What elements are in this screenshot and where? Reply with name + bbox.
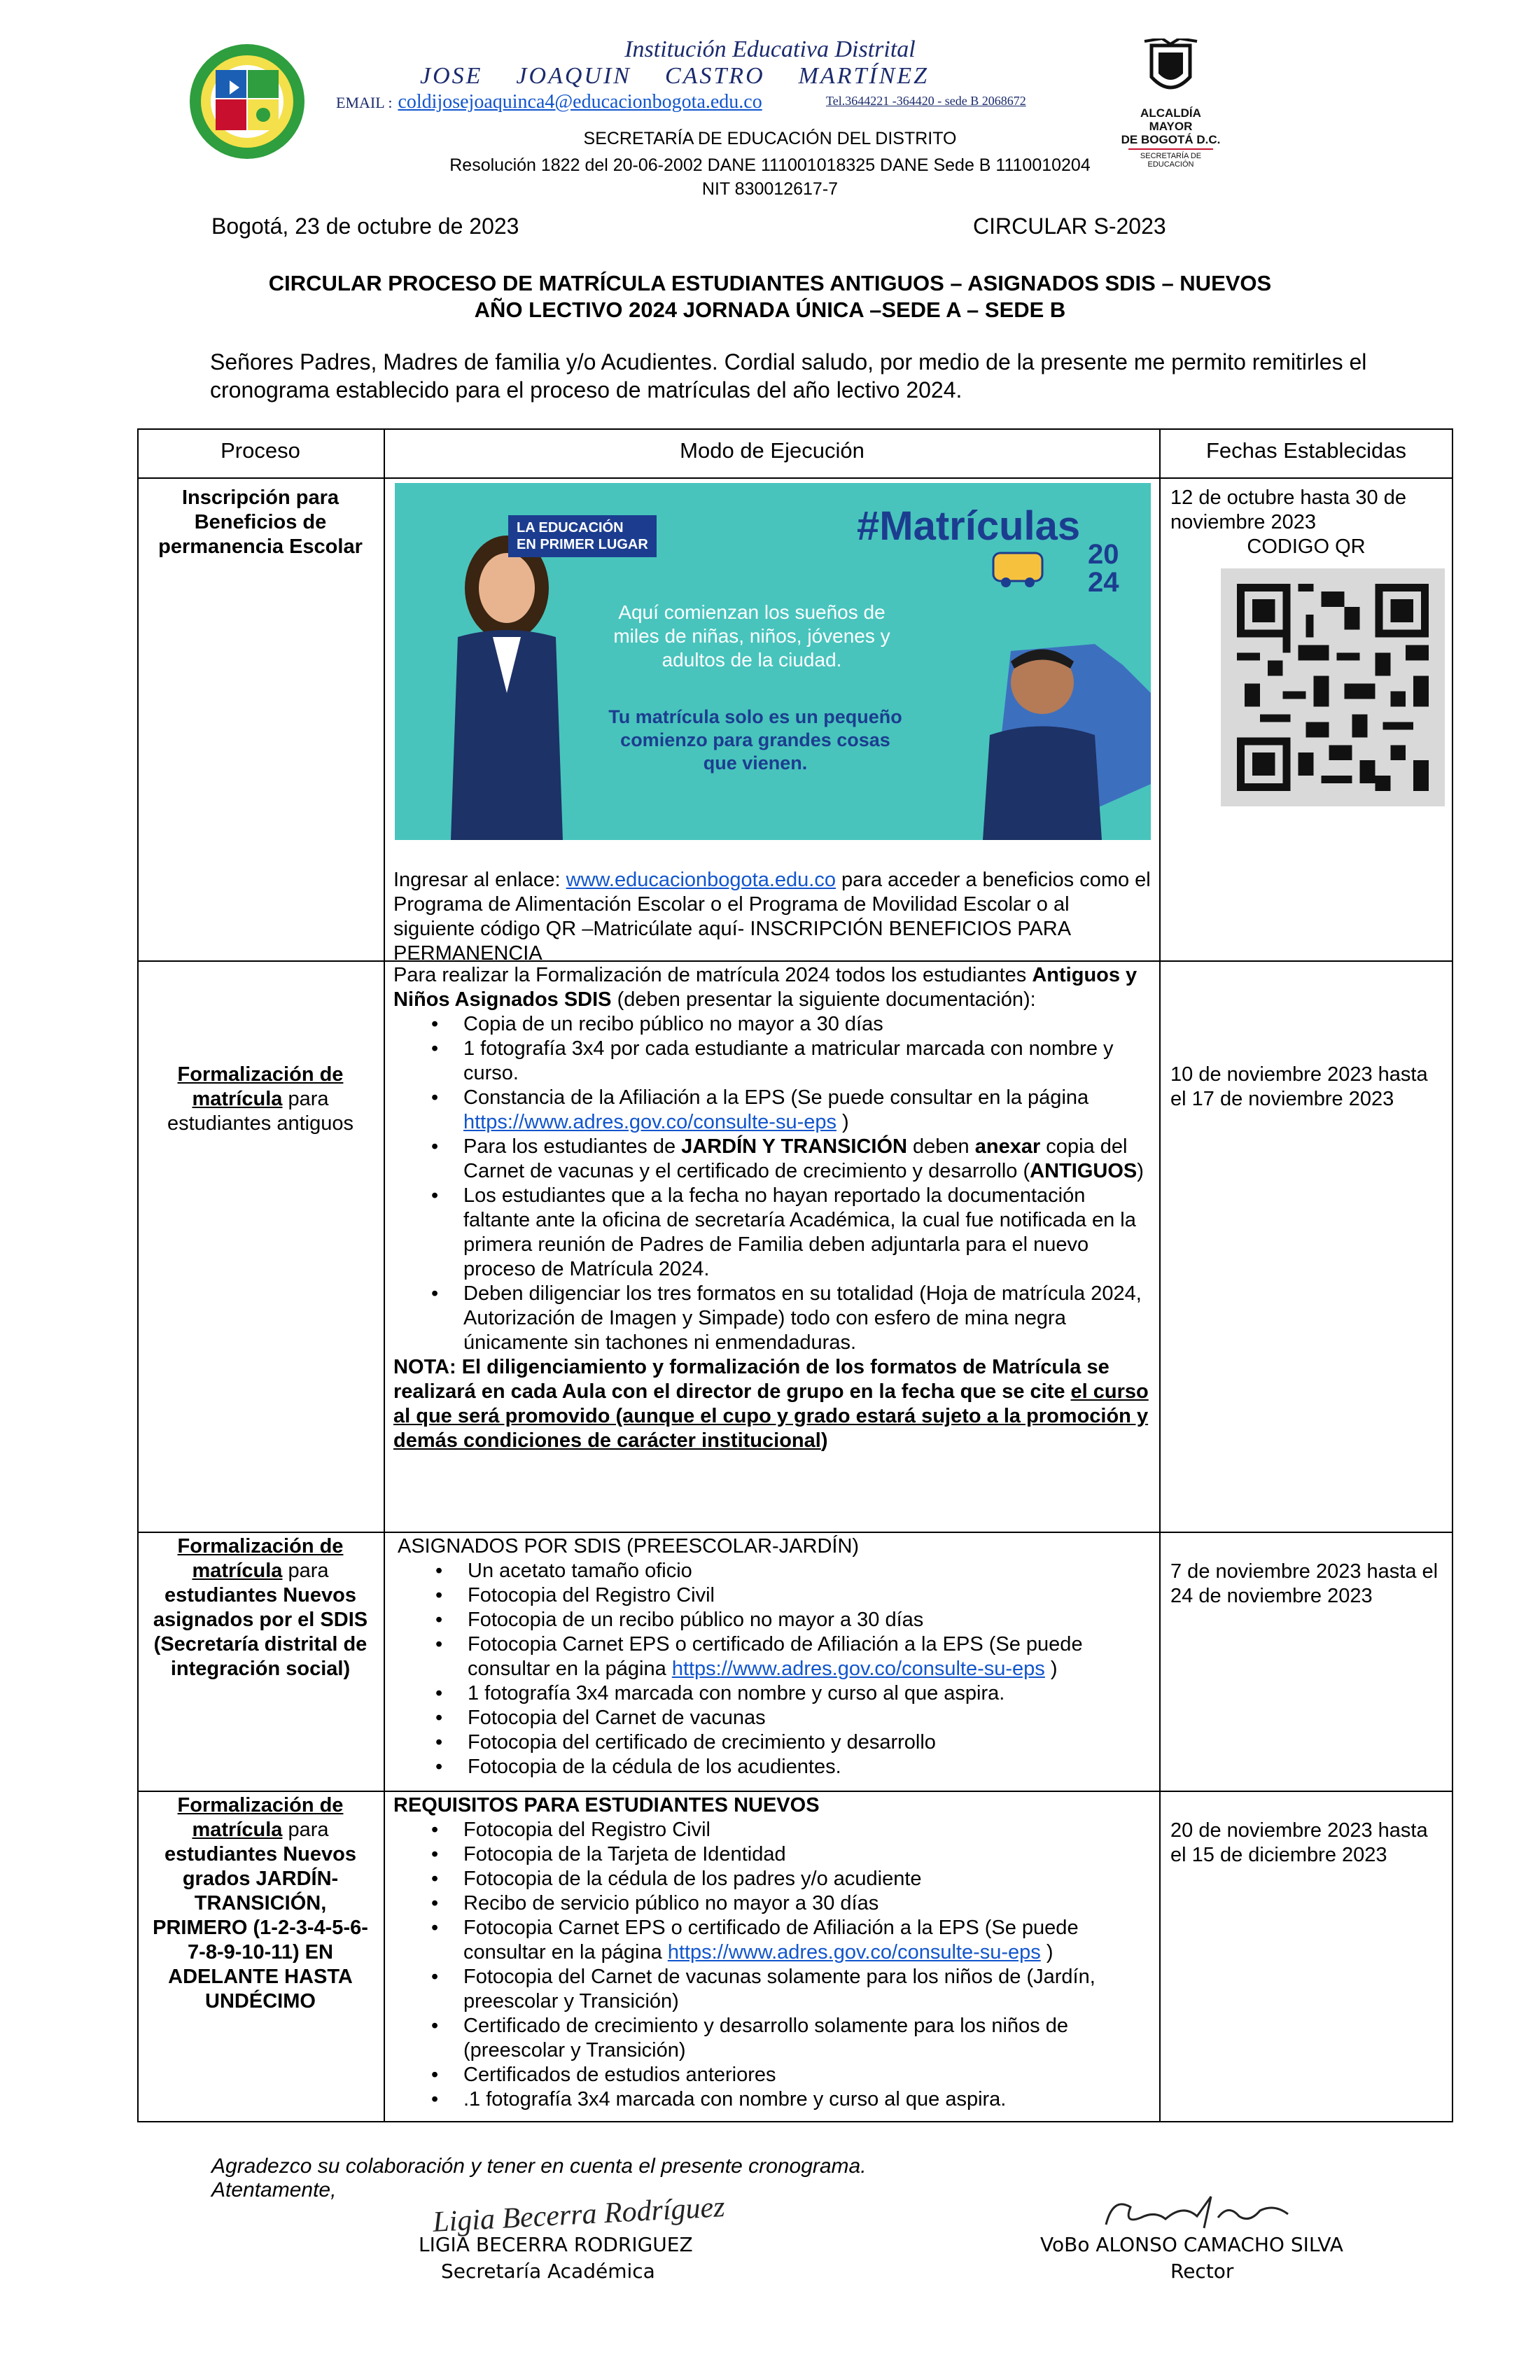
signature-ligia: Ligia Becerra Rodríguez [432, 2191, 726, 2239]
banner-hashtag: #Matrículas [857, 503, 1081, 549]
row2-process [147, 1063, 374, 1136]
row1-text-suffix: para acceder a beneficios como el Programa de Alimentación Escolar o el Programa de Movilidad Escolar o al siguiente código QR –Matricúlate aquí- INSCRIPCIÓN BENEFICIOS PARA PERMANENCIA [393, 869, 1151, 965]
list-item: • Fotocopia de la Tarjeta de Identidad [463, 1842, 1154, 1867]
list-item: • Copia de un recibo público no mayor a 30 días [463, 1012, 1154, 1037]
row1-process: Inscripción para Beneficios de permanencia Escolar [158, 486, 363, 558]
name-part: CASTRO [664, 63, 765, 89]
row2-dates: 10 de noviembre 2023 hasta el 17 de noviembre 2023 [1170, 1063, 1428, 1110]
row1-text-prefix: Ingresar al enlace: [393, 869, 566, 891]
row4-process [147, 1793, 374, 2014]
qr-label: CODIGO QR [1247, 536, 1366, 558]
list-item: • 1 fotografía 3x4 por cada estudiante a matricular marcada con nombre y curso. [463, 1037, 1154, 1086]
note-b: el curso al que será promovido (aunque el cupo y grado estará sujeto a la promoción y demás condiciones de carácter institucional [393, 1380, 1149, 1452]
qr-code[interactable] [1221, 568, 1445, 806]
name-part: MARTÍNEZ [798, 63, 930, 89]
bogota-logo [1120, 38, 1222, 169]
bullet3-end: ) [836, 1111, 849, 1133]
email-line [336, 91, 762, 113]
letter-title-line2: AÑO LECTIVO 2024 JORNADA ÚNICA –SEDE A – SEDE B [474, 298, 1066, 322]
list-item: • Fotocopia de la cédula de los acudientes. [468, 1755, 1154, 1779]
header-proceso: Proceso [220, 438, 300, 463]
educacion-link[interactable]: www.educacionbogota.edu.co [566, 869, 836, 891]
sig1-role: Secretaría Académica [441, 2260, 655, 2283]
secretaria-line: SECRETARÍA DE EDUCACIÓN DEL DISTRITO [583, 129, 957, 148]
row3-process [147, 1534, 374, 1681]
banner-year-bottom: 24 [1088, 567, 1119, 598]
list-item: • Fotocopia del Carnet de vacunas solamente para los niños de (Jardín, preescolar y Transición) [463, 1965, 1154, 2014]
list-item: • Fotocopia del Carnet de vacunas [468, 1706, 1154, 1730]
note-a: NOTA: El diligenciamiento y formalización de los formatos de Matrícula se realizará en cada Aula con el director de grupo en la fecha que se cite [393, 1356, 1110, 1403]
adres-link[interactable]: https://www.adres.gov.co/consulte-su-eps [671, 1658, 1045, 1680]
list-item: • Fotocopia de la cédula de los padres y/o acudiente [463, 1867, 1154, 1891]
row2-bullets [393, 1012, 1154, 1355]
name-part: JOAQUIN [516, 63, 631, 89]
row3-bullets [398, 1559, 1154, 1779]
row4-bullets [393, 1818, 1154, 2112]
bullet4-f: ANTIGUOS [1030, 1160, 1138, 1182]
sig2-role: Rector [1170, 2260, 1234, 2283]
list-item [463, 1135, 1154, 1184]
bogota-logo-line: SECRETARÍA DE EDUCACIÓN [1140, 152, 1202, 169]
bullet4-d: anexar [974, 1135, 1041, 1158]
email-link[interactable]: coldijosejoaquinca4@educacionbogota.edu.co [398, 91, 762, 113]
row3-process-underlined: Formalización de matrícula [177, 1535, 344, 1582]
letter-intro: Señores Padres, Madres de familia y/o Acudientes. Cordial saludo, por medio de la presente me permito remitirles el cronograma establecido para el proceso de matrículas del año lectivo 2024. [210, 349, 1367, 402]
row2-content [393, 963, 1154, 1453]
list-item [463, 1086, 1154, 1135]
list-item: • Certificado de crecimiento y desarrollo solamente para los niños de (preescolar y Transición) [463, 2014, 1154, 2063]
row1-dates: 12 de octubre hasta 30 de noviembre 2023 [1170, 486, 1406, 533]
row3-process-bold: estudiantes Nuevos asignados por el SDIS (Secretaría distrital de integración social) [153, 1584, 368, 1680]
note-c: ) [820, 1429, 828, 1452]
list-item: • Deben diligenciar los tres formatos en su totalidad (Hoja de matrícula 2024, Autorización de Imagen y Simpade) todo con esfero de mina negra únicamente sin tachones ni enmendaduras. [463, 1282, 1154, 1355]
name-part: JOSE [420, 63, 483, 89]
closing-regards: Atentamente, [211, 2178, 337, 2202]
banner-tag-line: LA EDUCACIÓN [517, 520, 624, 536]
row1-text [393, 868, 1154, 966]
nit-line: NIT 830012617-7 [701, 179, 839, 199]
row4-dates: 20 de noviembre 2023 hasta el 15 de diciembre 2023 [1170, 1819, 1428, 1866]
bogota-logo-line: DE BOGOTÁ D.C. [1121, 133, 1221, 146]
coat-of-arms-icon [1120, 38, 1222, 103]
banner-tag-line: EN PRIMER LUGAR [517, 537, 648, 552]
letter-date: Bogotá, 23 de octubre de 2023 [211, 214, 519, 239]
phone-line: Tel.3644221 -364420 - sede B 2068672 [826, 94, 1026, 108]
row4-process-rest: para [282, 1819, 329, 1841]
list-item: • 1 fotografía 3x4 marcada con nombre y curso al que aspira. [468, 1681, 1154, 1706]
row3-heading: ASIGNADOS POR SDIS (PREESCOLAR-JARDÍN) [398, 1535, 860, 1558]
banner-year-top: 20 [1088, 539, 1119, 570]
banner-main-text: Aquí comienzan los sueños de miles de niñas, niños, jóvenes y adultos de la ciudad. [613, 601, 890, 671]
matriculas-banner [395, 483, 1151, 840]
bullet4-b: JARDÍN Y TRANSICIÓN [681, 1135, 907, 1158]
closing-thanks: Agradezco su colaboración y tener en cuenta el presente cronograma. [211, 2155, 867, 2178]
bullet4-c: deben [906, 1135, 975, 1158]
row2-intro-b: Antiguos y Niños Asignados SDIS [393, 964, 1138, 1011]
email-label: EMAIL : [336, 94, 393, 111]
eps-end: ) [1044, 1658, 1058, 1680]
row4-heading: REQUISITOS PARA ESTUDIANTES NUEVOS [393, 1794, 820, 1816]
list-item [463, 1916, 1154, 1965]
list-item: • Fotocopia del certificado de crecimiento y desarrollo [468, 1730, 1154, 1755]
bullet4-e: copia del Carnet de vacunas y el certificado de crecimiento y desarrollo ( [463, 1135, 1128, 1182]
row3-process-rest: para [282, 1560, 329, 1582]
bullet3-text: Constancia de la Afiliación a la EPS (Se puede consultar en la página [463, 1086, 1089, 1109]
row4-content [393, 1793, 1154, 2112]
eps-text: Fotocopia Carnet EPS o certificado de Afiliación a la EPS (Se puede consultar en la página [468, 1633, 1083, 1680]
sig2-name: VoBo ALONSO CAMACHO SILVA [1040, 2233, 1343, 2256]
institution-type: Institución Educativa Distrital [624, 36, 916, 62]
row2-intro-c: (deben presentar la siguiente documentación): [611, 988, 1036, 1011]
eps-end: ) [1040, 1941, 1054, 1963]
list-item: • Fotocopia del Registro Civil [463, 1818, 1154, 1842]
list-item: • .1 fotografía 3x4 marcada con nombre y curso al que aspira. [463, 2087, 1154, 2112]
circular-number: CIRCULAR S-2023 [973, 214, 1166, 239]
qr-code-icon [1221, 568, 1445, 806]
adres-link[interactable]: https://www.adres.gov.co/consulte-su-eps [463, 1111, 836, 1133]
list-item: • Un acetato tamaño oficio [468, 1559, 1154, 1583]
sig1-name: LIGIA BECERRA RODRIGUEZ [419, 2233, 693, 2256]
eps-text: Fotocopia Carnet EPS o certificado de Afiliación a la EPS (Se puede consultar en la página [463, 1917, 1079, 1963]
row2-process-underlined: Formalización de matrícula [177, 1063, 344, 1110]
institution-name [420, 63, 962, 90]
list-item: • Fotocopia de un recibo público no mayor a 30 días [468, 1608, 1154, 1632]
bullet4-a: Para los estudiantes de [463, 1135, 682, 1158]
row2-intro [393, 963, 1154, 1012]
banner-year [1088, 540, 1119, 596]
list-item: • Los estudiantes que a la fecha no hayan reportado la documentación faltante ante la oficina de secretaría Académica, la cual fue notificada en la primera reunión de Padres de Familia deben adjuntarla para el nuevo proceso de Matrícula 2024. [463, 1184, 1154, 1282]
signature-alonso [1099, 2190, 1309, 2239]
row4-process-bold: estudiantes Nuevos grados JARDÍN-TRANSICIÓN, PRIMERO (1-2-3-4-5-6-7-8-9-10-11) EN ADELANTE HASTA UNDÉCIMO [153, 1843, 368, 2012]
list-item: • Certificados de estudios anteriores [463, 2063, 1154, 2087]
list-item: • Recibo de servicio público no mayor a 30 días [463, 1891, 1154, 1916]
banner-tag [508, 515, 657, 557]
row2-note [393, 1355, 1154, 1453]
row3-dates: 7 de noviembre 2023 hasta el 24 de noviembre 2023 [1170, 1560, 1438, 1607]
list-item: • Fotocopia del Registro Civil [468, 1583, 1154, 1608]
header-modo: Modo de Ejecución [680, 438, 864, 463]
list-item [468, 1632, 1154, 1681]
header-fechas: Fechas Establecidas [1205, 438, 1407, 463]
banner-sub-text: Tu matrícula solo es un pequeño comienzo para grandes cosas que vienen. [608, 706, 902, 774]
row2-process-rest: para estudiantes antiguos [167, 1088, 354, 1135]
bogota-logo-line: ALCALDÍA MAYOR [1140, 106, 1201, 133]
row4-process-underlined: Formalización de matrícula [177, 1794, 344, 1841]
adres-link[interactable]: https://www.adres.gov.co/consulte-su-eps [667, 1941, 1041, 1963]
letter-title-line1: CIRCULAR PROCESO DE MATRÍCULA ESTUDIANTES ANTIGUOS – ASIGNADOS SDIS – NUEVOS [268, 271, 1272, 295]
bullet4-g: ) [1137, 1160, 1144, 1182]
row3-content [398, 1534, 1154, 1779]
resolucion-line: Resolución 1822 del 20-06-2002 DANE 111001018325 DANE Sede B 1110010204 [449, 155, 1091, 175]
row2-intro-a: Para realizar la Formalización de matrícula 2024 todos los estudiantes [393, 964, 1032, 986]
